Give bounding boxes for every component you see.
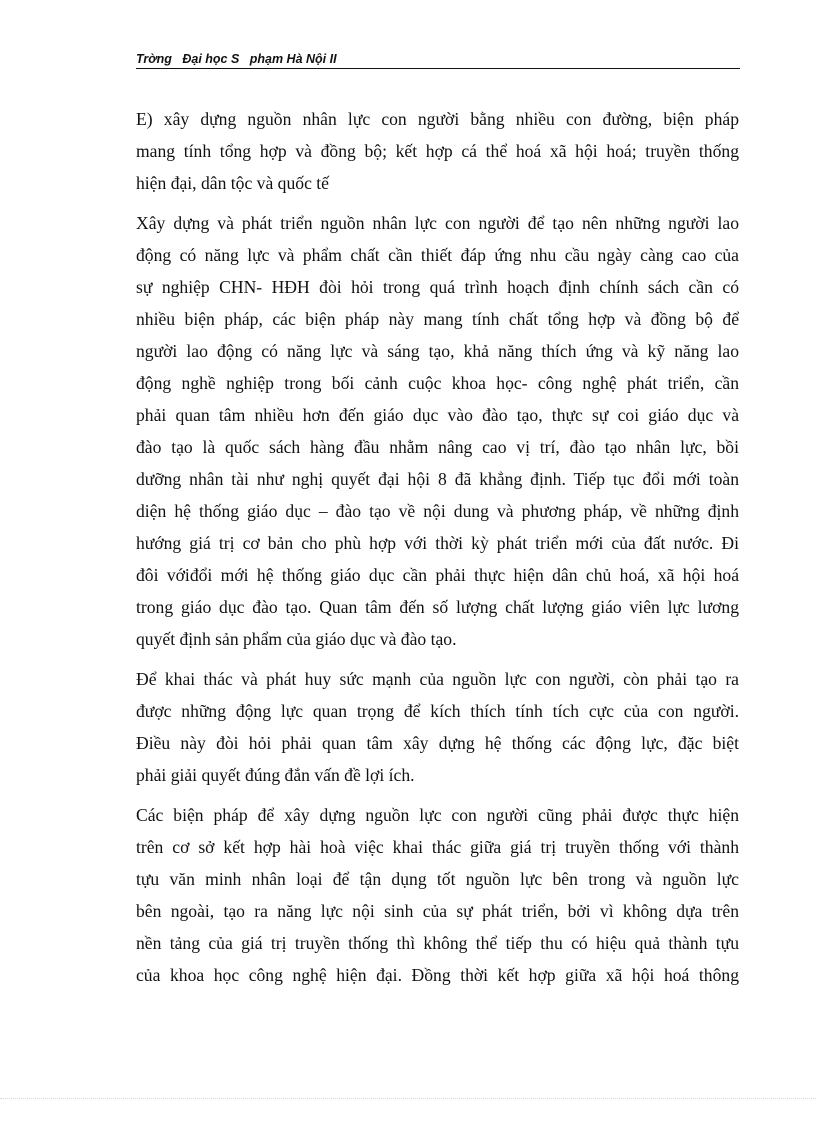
text-line: đào tạo là quốc sách hàng đầu nhằm nâng cao vị trí, đào tạo nhân lực, bồi bbox=[136, 437, 739, 457]
text-line: E) xây dựng nguồn nhân lực con người bằng nhiều con đường, biện pháp bbox=[136, 109, 739, 129]
text-line: hiện đại, dân tộc và quốc tế bbox=[136, 173, 329, 193]
text-line: nền tảng của giá trị truyền thống thì không thể tiếp thu có hiệu quả thành tựu bbox=[136, 933, 739, 953]
text-line: người lao động có năng lực và sáng tạo, khả năng thích ứng và kỹ năng lao bbox=[136, 341, 739, 361]
text-line: tựu văn minh nhân loại để tận dụng tốt nguồn lực bên trong và nguồn lực bbox=[136, 869, 739, 889]
text-line: phải giải quyết đúng đắn vấn đề lợi ích. bbox=[136, 765, 415, 785]
header-institution-name: Trờng Đại học S phạm Hà Nội II bbox=[136, 52, 337, 66]
text-line: Các biện pháp để xây dựng nguồn lực con người cũng phải được thực hiện bbox=[136, 805, 739, 825]
paragraph-4 bbox=[136, 799, 739, 991]
text-line: nhiều biện pháp, các biện pháp này mang tính chất tổng hợp và đồng bộ để bbox=[136, 309, 739, 329]
text-line: hướng giá trị cơ bản cho phù hợp với thời kỳ phát triển mới của đất nước. Đi bbox=[136, 533, 739, 553]
paragraph-1 bbox=[136, 103, 739, 199]
paragraph-2 bbox=[136, 207, 739, 655]
text-line: được những động lực quan trọng để kích thích tính tích cực của con người. bbox=[136, 701, 739, 721]
text-line: trong giáo dục đào tạo. Quan tâm đến số lượng chất lượng giáo viên lực lương bbox=[136, 597, 739, 617]
text-line: đôi vớiđổi mới hệ thống giáo dục cần phải thực hiện dân chủ hoá, xã hội hoá bbox=[136, 565, 739, 585]
text-line: diện hệ thống giáo dục – đào tạo về nội dung và phương pháp, về những định bbox=[136, 501, 739, 521]
text-line: sự nghiệp CHN- HĐH đòi hỏi trong quá trình hoạch định chính sách cần có bbox=[136, 277, 739, 297]
document-body bbox=[136, 103, 739, 999]
text-line: của khoa học công nghệ hiện đại. Đồng thời kết hợp giữa xã hội hoá thông bbox=[136, 965, 739, 985]
paragraph-3 bbox=[136, 663, 739, 791]
text-line: bên ngoài, tạo ra năng lực nội sinh của sự phát triển, bởi vì không dựa trên bbox=[136, 901, 739, 921]
text-line: dưỡng nhân tài như nghị quyết đại hội 8 đã khẳng định. Tiếp tục đổi mới toàn bbox=[136, 469, 739, 489]
text-line: Xây dựng và phát triển nguồn nhân lực con người để tạo nên những người lao bbox=[136, 213, 739, 233]
text-line: trên cơ sở kết hợp hài hoà việc khai thác giữa giá trị truyền thống với thành bbox=[136, 837, 739, 857]
text-line: quyết định sản phẩm của giáo dục và đào tạo. bbox=[136, 629, 457, 649]
text-line: mang tính tổng hợp và đồng bộ; kết hợp cá thể hoá xã hội hoá; truyền thống bbox=[136, 141, 739, 161]
page-bottom-edge bbox=[0, 1098, 816, 1099]
text-line: động nghề nghiệp trong bối cảnh cuộc khoa học- công nghệ phát triển, cần bbox=[136, 373, 739, 393]
page-header bbox=[136, 50, 740, 69]
text-line: động có năng lực và phẩm chất cần thiết đáp ứng nhu cầu ngày càng cao của bbox=[136, 245, 739, 265]
text-line: phải quan tâm nhiều hơn đến giáo dục vào đào tạo, thực sự coi giáo dục và bbox=[136, 405, 739, 425]
text-line: Để khai thác và phát huy sức mạnh của nguồn lực con người, còn phải tạo ra bbox=[136, 669, 739, 689]
text-line: Điều này đòi hỏi phải quan tâm xây dựng hệ thống các động lực, đặc biệt bbox=[136, 733, 739, 753]
